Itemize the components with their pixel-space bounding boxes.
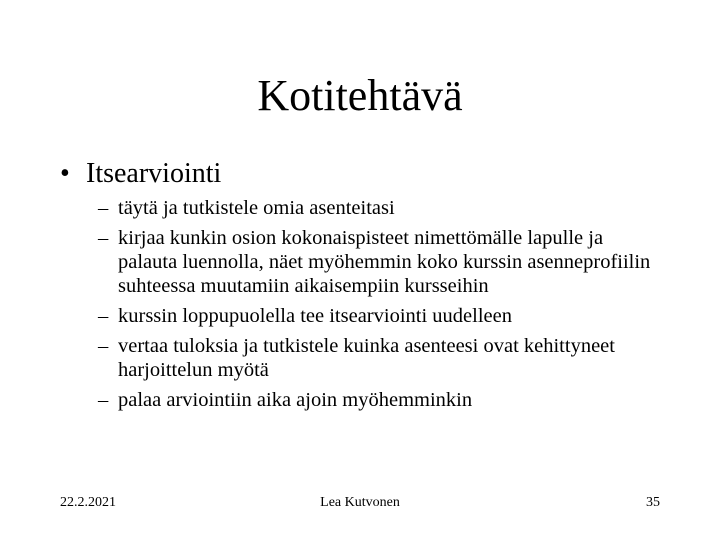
bullet-symbol: • — [60, 158, 70, 189]
footer-author: Lea Kutvonen — [320, 495, 400, 510]
footer-page-number: 35 — [646, 495, 660, 510]
sub-bullet-list — [98, 196, 658, 418]
slide-title: Kotitehtävä — [257, 71, 463, 120]
sub-bullet-item — [98, 304, 658, 328]
main-bullet — [60, 157, 221, 191]
sub-bullet-text: kurssin loppupuolella tee itsearviointi uudelleen — [118, 305, 512, 327]
dash-symbol: – — [98, 305, 109, 327]
sub-bullet-text: vertaa tuloksia ja tutkistele kuinka asenteesi ovat kehittyneet harjoittelun myötä — [118, 335, 615, 381]
sub-bullet-item — [98, 196, 658, 220]
sub-bullet-item — [98, 334, 658, 382]
main-bullet-text: Itsearviointi — [86, 158, 222, 189]
sub-bullet-text: palaa arviointiin aika ajoin myöhemminkin — [118, 389, 473, 411]
sub-bullet-item — [98, 226, 658, 298]
dash-symbol: – — [98, 389, 109, 411]
dash-symbol: – — [98, 197, 109, 219]
dash-symbol: – — [98, 227, 109, 249]
footer-date: 22.2.2021 — [60, 495, 116, 510]
sub-bullet-text: täytä ja tutkistele omia asenteitasi — [118, 197, 395, 219]
sub-bullet-item — [98, 388, 658, 412]
dash-symbol: – — [98, 335, 109, 357]
sub-bullet-text: kirjaa kunkin osion kokonaispisteet nimettömälle lapulle ja palauta luennolla, näet myöhemmin koko kurssin asenneprofiilin suhteessa muutamiin aikaisempiin kursseihin — [118, 227, 651, 297]
